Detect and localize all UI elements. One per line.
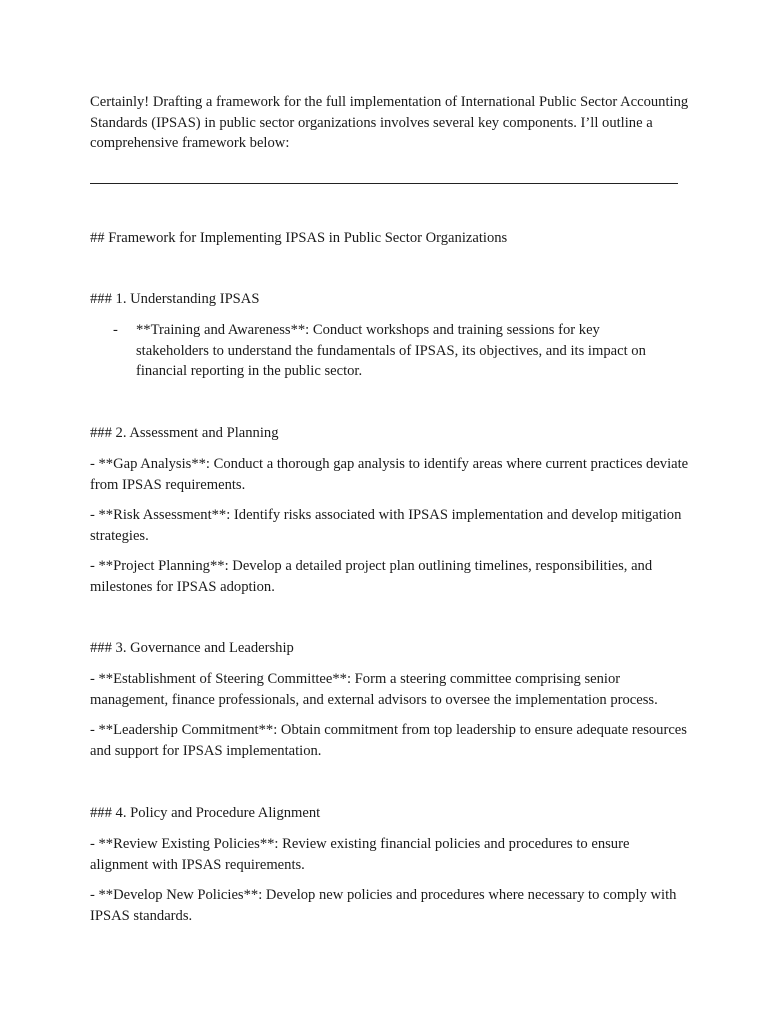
list-item: - **Project Planning**: Develop a detailed project plan outlining timelines, responsibilities, and milestones for IPSAS adoption. <box>90 558 653 595</box>
intro-paragraph: Certainly! Drafting a framework for the full implementation of International Public Sector Accounting Standards (IPSAS) in public sector organizations involves several key components. I’ll outline a comprehensive framework below: <box>90 94 689 151</box>
bullet-dash: - <box>113 322 118 338</box>
list-item: **Training and Awareness**: Conduct workshops and training sessions for key stakeholders to understand the fundamentals of IPSAS, its objectives, and its impact on financial reporting in the public sector. <box>136 322 646 379</box>
list-item: - **Develop New Policies**: Develop new policies and procedures where necessary to comply with IPSAS standards. <box>90 887 677 924</box>
list-item: - **Leadership Commitment**: Obtain commitment from top leadership to ensure adequate resources and support for IPSAS implementation. <box>90 722 687 759</box>
list-item: - **Risk Assessment**: Identify risks associated with IPSAS implementation and develop mitigation strategies. <box>90 507 682 544</box>
document-heading: ## Framework for Implementing IPSAS in Public Sector Organizations <box>90 230 508 246</box>
section-heading: ### 4. Policy and Procedure Alignment <box>90 805 321 821</box>
section-heading: ### 2. Assessment and Planning <box>90 425 279 441</box>
list-item: - **Review Existing Policies**: Review existing financial policies and procedures to ensure alignment with IPSAS requirements. <box>90 836 630 873</box>
section-heading: ### 1. Understanding IPSAS <box>90 291 260 307</box>
section-heading: ### 3. Governance and Leadership <box>90 640 294 656</box>
list-item: - **Gap Analysis**: Conduct a thorough gap analysis to identify areas where current practices deviate from IPSAS requirements. <box>90 456 689 493</box>
list-item: - **Establishment of Steering Committee**: Form a steering committee comprising senior management, finance professionals, and external advisors to oversee the implementation process. <box>90 671 658 708</box>
horizontal-rule <box>90 183 678 184</box>
